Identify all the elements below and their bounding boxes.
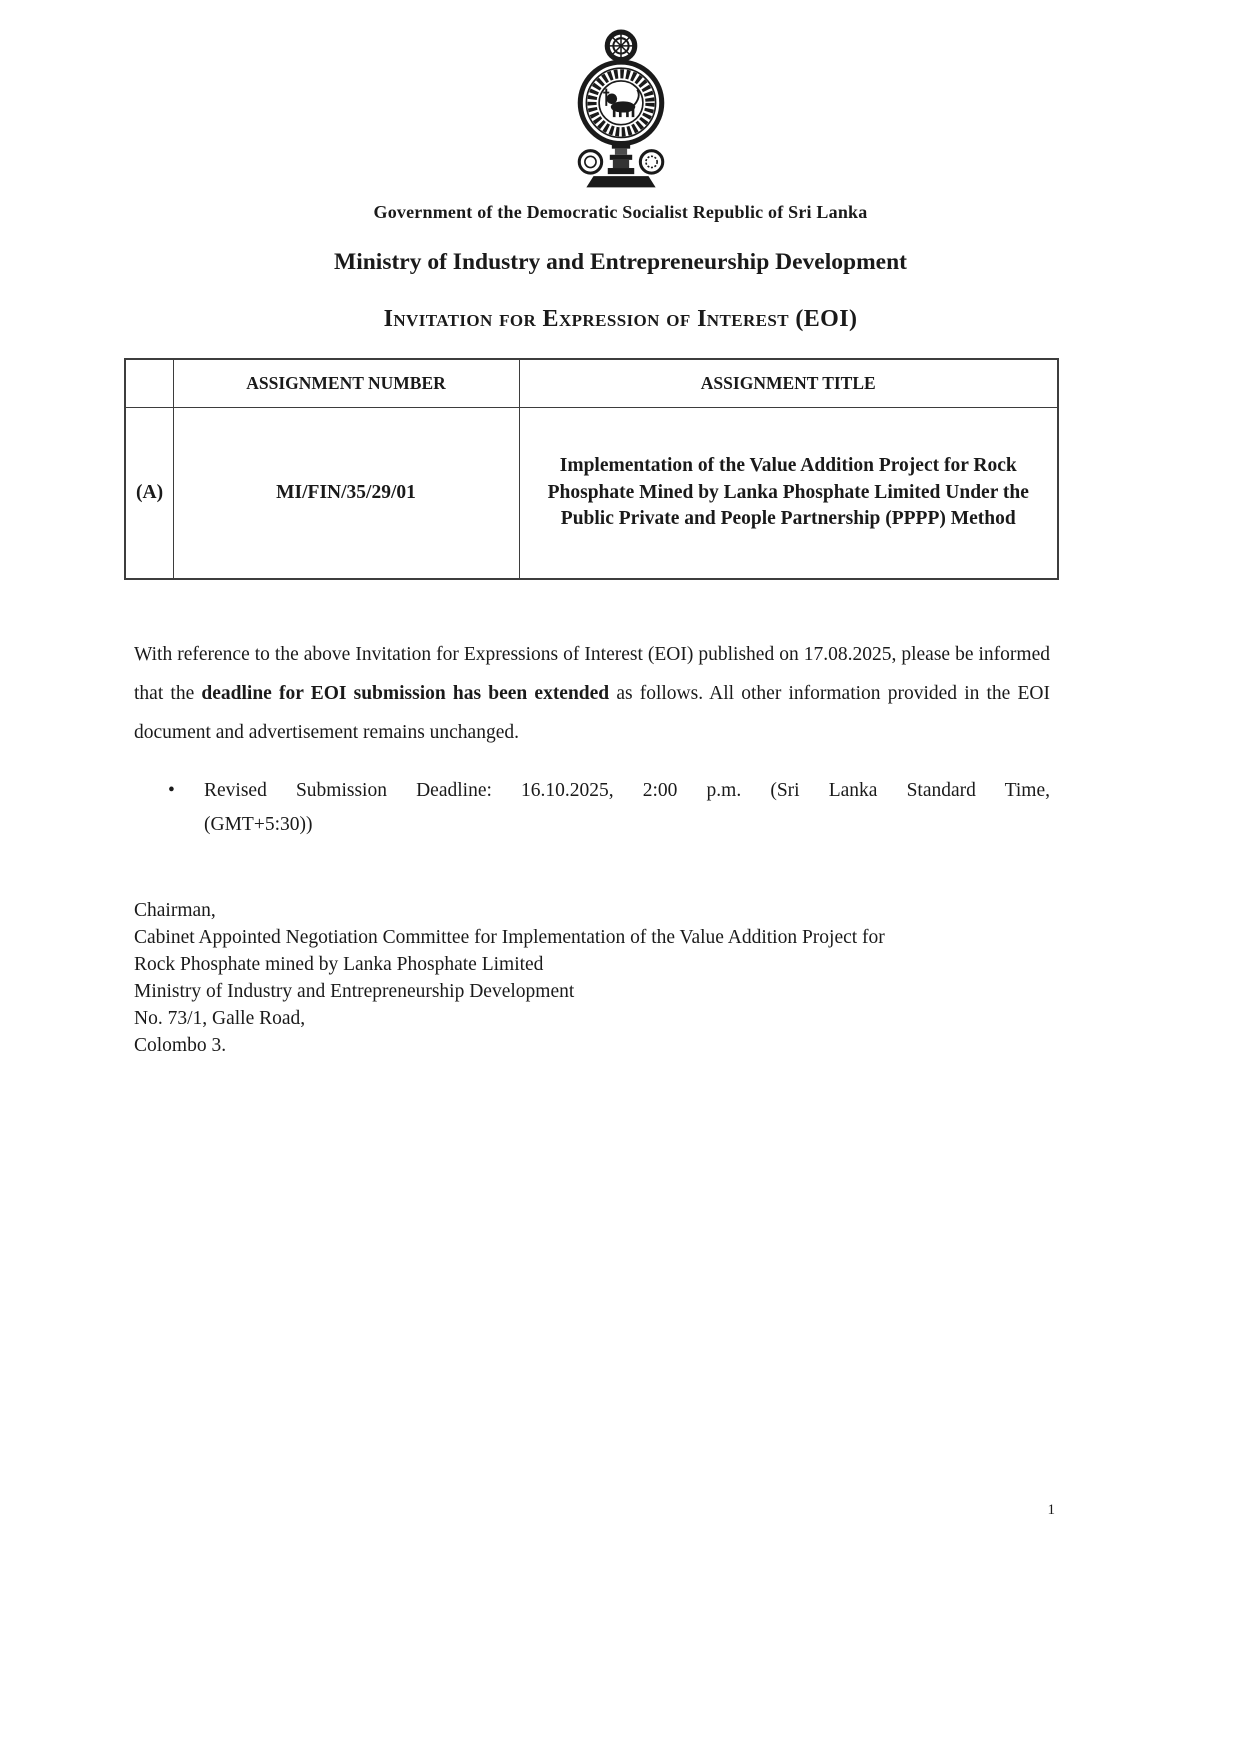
- signature-line-city: Colombo 3.: [134, 1035, 227, 1057]
- sri-lanka-emblem-icon: [565, 28, 677, 194]
- assignment-number-cell: MI/FIN/35/29/01: [173, 407, 519, 579]
- signature-line-committee-cont: Rock Phosphate mined by Lanka Phosphate Limited: [134, 954, 544, 976]
- paragraph-bold-segment: deadline for EOI submission has been extended: [201, 682, 610, 704]
- row-index-cell: (A): [125, 407, 173, 579]
- assignment-title-header-label: ASSIGNMENT TITLE: [700, 372, 876, 393]
- assignment-number-header-label: ASSIGNMENT NUMBER: [246, 372, 446, 393]
- government-line: Government of the Democratic Socialist Republic of Sri Lanka: [373, 202, 868, 222]
- notice-paragraph: [134, 635, 1050, 752]
- bullet-marker: •: [168, 780, 175, 801]
- bullet-text: [204, 774, 1050, 842]
- deadline-bullet: [168, 774, 1050, 842]
- table-header-row: [125, 359, 1058, 407]
- assignment-number-header-cell: [173, 359, 519, 407]
- signature-line-ministry: Ministry of Industry and Entrepreneurship Development: [134, 981, 575, 1003]
- index-header-cell: [125, 359, 173, 407]
- assignment-title-header-cell: [519, 359, 1058, 407]
- signature-line-address: No. 73/1, Galle Road,: [134, 1008, 306, 1030]
- eoi-assignment-table: [124, 358, 1059, 580]
- signature-block: [134, 897, 1050, 1060]
- table-row: [125, 407, 1058, 579]
- ministry-name: Ministry of Industry and Entrepreneurship Development: [334, 249, 907, 275]
- revised-deadline-line1: Revised Submission Deadline: 16.10.2025, 2:00 p.m. (Sri Lanka Standard Time,: [204, 780, 1050, 801]
- signature-line-chairman: Chairman,: [134, 900, 216, 921]
- paragraph-suffix: as follows. All other information provided in the EOI document and advertisement remains unchanged.: [134, 682, 1050, 743]
- paragraph-prefix: With reference to the above Invitation for Expressions of Interest (EOI) published on 17.08.2025, please be informed that the: [134, 643, 1050, 704]
- assignment-title-cell: Implementation of the Value Addition Project for Rock Phosphate Mined by Lanka Phosphate Limited Under the Public Private and People Partnership (PPPP) Method: [519, 407, 1058, 579]
- signature-line-committee: Cabinet Appointed Negotiation Committee for Implementation of the Value Addition Project for: [134, 927, 885, 949]
- emblem-container: [0, 28, 1241, 199]
- document-title: Invitation for Expression of Interest (EOI): [383, 306, 858, 332]
- page-number: 1: [1047, 1502, 1055, 1518]
- revised-deadline-line2: (GMT+5:30)): [204, 814, 313, 836]
